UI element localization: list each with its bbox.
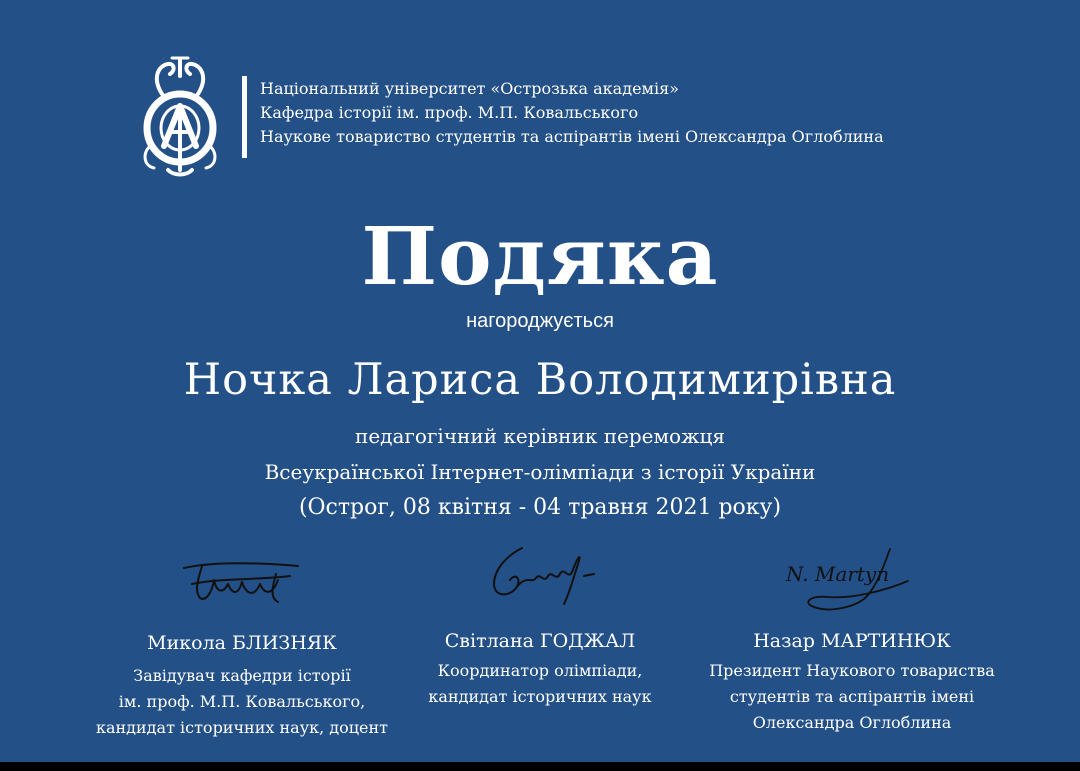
signatory-name: Назар МАРТИНЮК bbox=[753, 630, 951, 652]
signatory-3 bbox=[680, 626, 1024, 736]
bottom-bar bbox=[0, 762, 1080, 771]
signatory-role-line: ім. проф. М.П. Ковальського, bbox=[118, 692, 366, 711]
signatory-role-line: Завідувач кафедри історії bbox=[133, 666, 351, 685]
header-divider bbox=[242, 76, 247, 158]
svg-text:N. Martyn: N. Martyn bbox=[786, 562, 890, 586]
signature-2 bbox=[486, 544, 602, 608]
org-society: Наукове товариство студентів та аспірантів імені Олександра Оглоблина bbox=[260, 127, 884, 146]
award-description bbox=[0, 418, 1080, 526]
signature-3 bbox=[780, 545, 916, 617]
recipient-name: Ночка Лариса Володимирівна bbox=[183, 355, 897, 405]
signatory-name: Микола БЛИЗНЯК bbox=[147, 632, 337, 654]
signatory-role-line: Президент Наукового товариства bbox=[709, 661, 995, 680]
signatory-role-line: Координатор олімпіади, bbox=[437, 661, 643, 680]
signatory-1 bbox=[62, 628, 422, 741]
signatory-role-line: кандидат історичних наук, доцент bbox=[95, 718, 389, 737]
university-logo-icon bbox=[132, 54, 228, 182]
signatory-name: Світлана ГОДЖАЛ bbox=[444, 630, 636, 652]
signatory-role-line: студентів та аспірантів імені bbox=[729, 687, 975, 706]
awarded-label: нагороджується bbox=[466, 310, 614, 332]
signatory-2 bbox=[380, 626, 700, 710]
organization-block bbox=[260, 77, 884, 149]
org-department: Кафедра історії ім. проф. М.П. Ковальського bbox=[260, 103, 639, 122]
description-line: (Острог, 08 квітня - 04 травня 2021 року) bbox=[298, 495, 782, 520]
org-university: Національний університет «Острозька академія» bbox=[260, 79, 679, 98]
signature-1 bbox=[180, 556, 304, 608]
signatory-role-line: Олександра Оглоблина bbox=[752, 713, 952, 732]
description-line: Всеукраїнської Інтернет-олімпіади з історії України bbox=[264, 460, 816, 484]
signatory-role-line: кандидат історичних наук bbox=[428, 687, 652, 706]
description-line: педагогічний керівник переможця bbox=[355, 424, 725, 448]
certificate-title: Подяка bbox=[361, 209, 719, 303]
